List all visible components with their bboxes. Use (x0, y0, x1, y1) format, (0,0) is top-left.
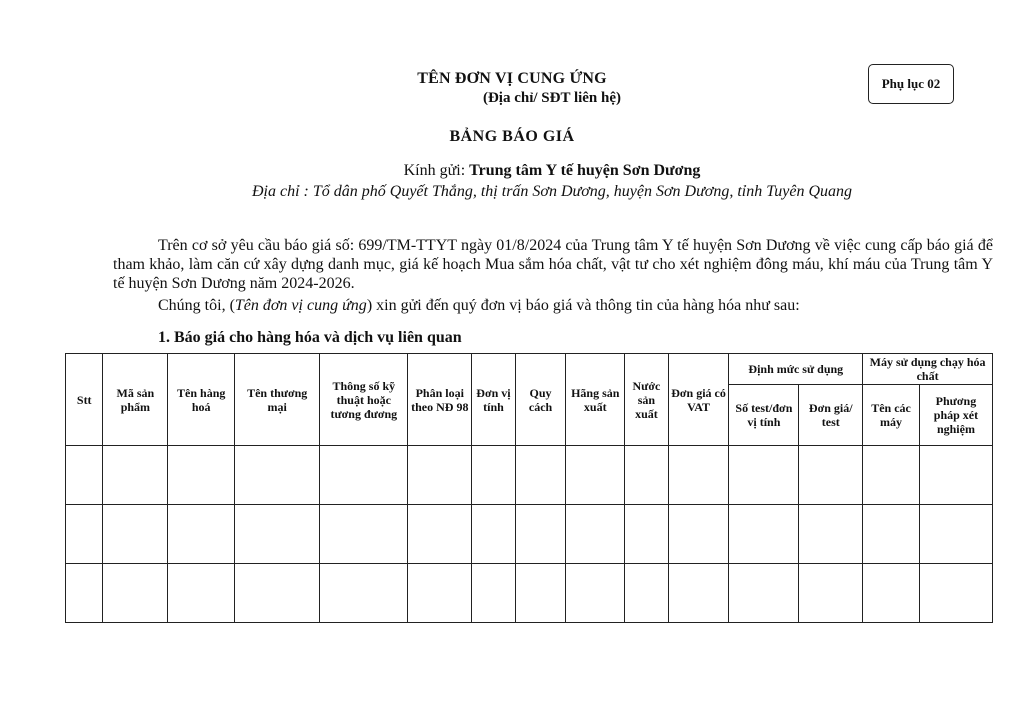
addressee-address: Địa chỉ : Tổ dân phố Quyết Thắng, thị trấn Sơn Dương, huyện Sơn Dương, tỉnh Tuyên Quang (251, 183, 853, 200)
table-row (66, 505, 993, 564)
table-header-row (66, 354, 993, 385)
intro-text-end: ) xin gửi đến quý đơn vị báo giá và thông tin của hàng hóa như sau: (366, 297, 800, 314)
col-header-unit: Đơn vị tính (472, 354, 516, 446)
col-header-classification: Phân loại theo NĐ 98 (408, 354, 472, 446)
col-header-product-name: Tên hàng hoá (168, 354, 235, 446)
col-header-packaging: Quy cách (515, 354, 566, 446)
request-paragraph (113, 236, 993, 293)
col-header-machine-group: Máy sử dụng chạy hóa chất (863, 354, 993, 385)
intro-text-start: Chúng tôi, ( (158, 297, 235, 314)
col-header-manufacturer: Hãng sản xuất (566, 354, 625, 446)
intro-text-italic: Tên đơn vị cung ứng (234, 297, 367, 314)
col-header-specs: Thông số kỹ thuật hoặc tương đương (320, 354, 408, 446)
col-header-price-vat: Đơn giá có VAT (668, 354, 729, 446)
document-title: BẢNG BÁO GIÁ (449, 128, 575, 145)
col-header-norm-group: Định mức sử dụng (729, 354, 863, 385)
col-header-machine-names: Tên các máy (863, 385, 920, 446)
annex-label: Phụ lục 02 (868, 64, 954, 104)
col-header-product-code: Mã sản phẩm (103, 354, 168, 446)
addressee-prefix: Kính gửi: (403, 162, 470, 179)
col-header-trade-name: Tên thương mại (235, 354, 320, 446)
intro-paragraph (158, 297, 800, 315)
col-header-country: Nước sản xuất (625, 354, 669, 446)
section-heading: 1. Báo giá cho hàng hóa và dịch vụ liên quan (158, 329, 462, 346)
table-row (66, 446, 993, 505)
col-header-tests-per-unit: Số test/đơn vị tính (729, 385, 799, 446)
addressee-recipient: Trung tâm Y tế huyện Sơn Dương (469, 162, 701, 179)
col-header-stt: Stt (66, 354, 103, 446)
request-paragraph-text: Trên cơ sở yêu cầu báo giá số: 699/TM-TTYT ngày 01/8/2024 của Trung tâm Y tế huyện Sơn Dương về việc cung cấp báo giá để tham khảo, làm căn cứ xây dựng danh mục, giá kế hoạch Mua sắm hóa chất, vật tư cho xét nghiệm đông máu, khí máu của Trung tâm Y tế huyện Sơn Dương năm 2024-2026. (113, 237, 993, 292)
quotation-table (65, 353, 993, 623)
supplier-unit-name: TÊN ĐƠN VỊ CUNG ỨNG (417, 70, 607, 87)
table-row (66, 564, 993, 623)
addressee-line (40, 162, 1024, 180)
col-header-price-per-test: Đơn giá/ test (799, 385, 863, 446)
supplier-contact: (Địa chỉ/ SĐT liên hệ) (482, 90, 622, 106)
col-header-test-method: Phương pháp xét nghiệm (919, 385, 992, 446)
